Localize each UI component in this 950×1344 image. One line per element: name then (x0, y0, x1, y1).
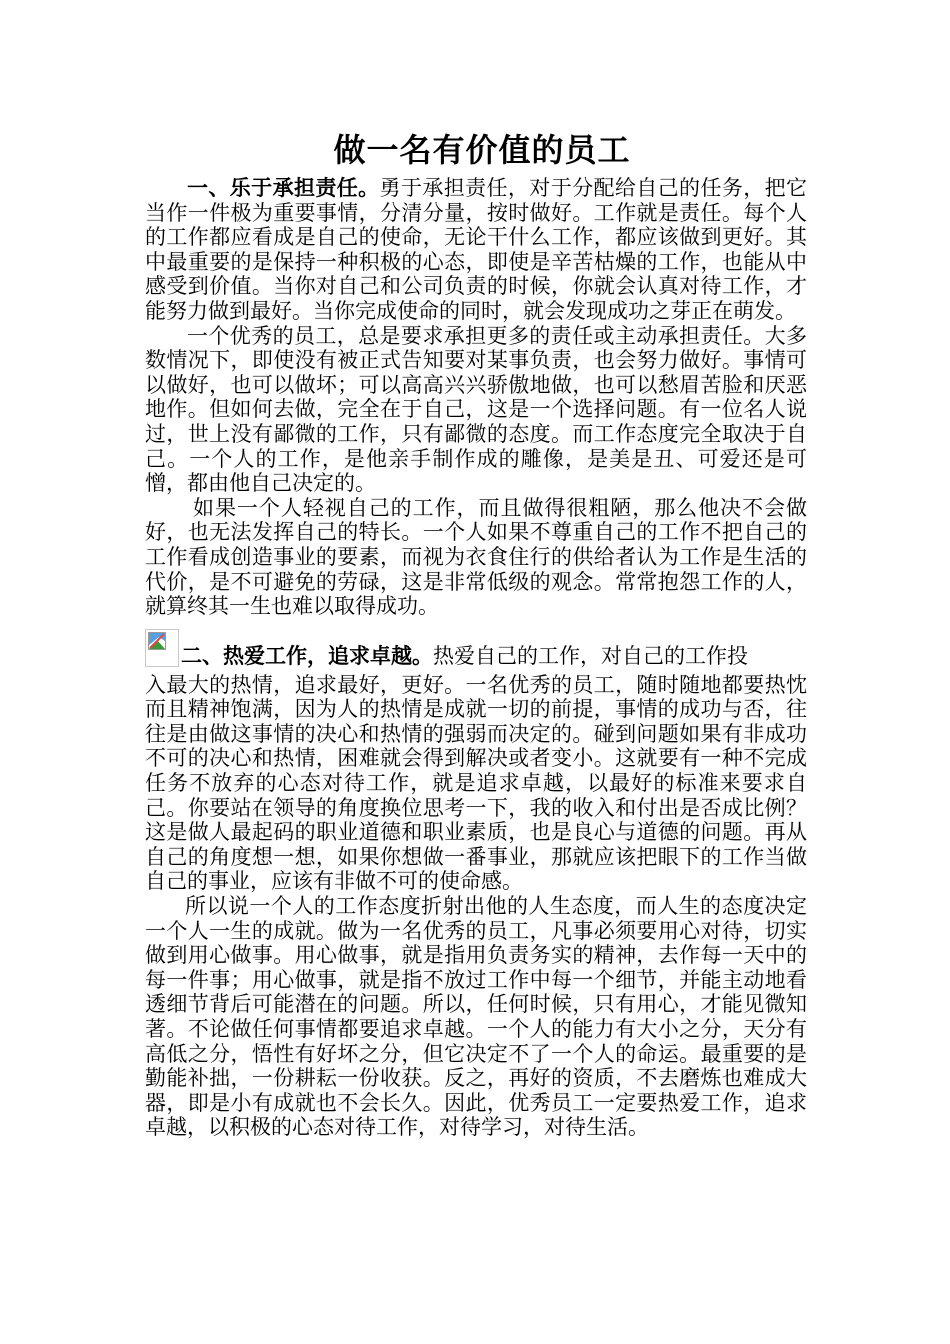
section-2-first-line-text (181, 644, 807, 669)
paragraph-3: 如果一个人轻视自己的工作，而且做得很粗陋，那么他决不会做好，也无法发挥自己的特长。一个人如果不尊重自己的工作不把自己的工作看成创造事业的要素，而视为衣食住行的供给者认为工作是生活的代价，是不可避免的劳碌，这是非常低级的观念。常常抱怨工作的人，就算终其一生也难以取得成功。 (145, 495, 807, 619)
broken-image-icon (145, 629, 179, 667)
paragraph-2: 一个优秀的员工，总是要求承担更多的责任或主动承担责任。大多数情况下，即使没有被正式告知要对某事负责，也会努力做好。事情可以做好，也可以做坏；可以高高兴兴骄傲地做，也可以愁眉苦脸和厌恶地作。但如何去做，完全在于自己，这是一个选择问题。有一位名人说过，世上没有鄙微的工作，只有鄙微的态度。而工作态度完全取决于自己。一个人的工作，是他亲手制作成的雕像，是美是丑、可爱还是可憎，都由他自己决定的。 (145, 323, 807, 496)
section-2-heading: 二、热爱工作，追求卓越。 (181, 643, 433, 669)
section-1-heading: 一、乐于承担责任。 (187, 175, 380, 200)
paragraph-1-body: 勇于承担责任，对于分配给自己的任务，把它当作一件极为重要事情，分清分量，按时做好。工作就是责任。每个人的工作都应看成是自己的使命，无论干什么工作，都应该做到更好。其中最重要的是保持一种积极的心态，即使是辛苦枯燥的工作，也能从中感受到价值。当你对自己和公司负责的时候，你就会认真对待工作，才能努力做到最好。当你完成使命的同时，就会发现成功之芽正在萌发。 (145, 176, 808, 323)
image-placeholder-icon (148, 632, 166, 650)
paragraph-1 (145, 176, 807, 324)
document-page (145, 128, 807, 1140)
paragraph-5: 所以说一个人的工作态度折射出他的人生态度，而人生的态度决定一个人一生的成就。做为一名优秀的员工，凡事必须要用心对待，切实做到用心做事。用心做事，就是指用负责务实的精神，去作每一天中的每一件事；用心做事，就是指不放过工作中每一个细节，并能主动地看透细节背后可能潜在的问题。所以，任何时候，只有用心，才能见微知著。不论做任何事情都要追求卓越。一个人的能力有大小之分，天分有高低之分，悟性有好坏之分，但它决定不了一个人的命运。最重要的是勤能补拙，一份耕耘一份收获。反之，再好的资质，不去磨炼也难成大器，即是小有成就也不会长久。因此，优秀员工一定要热爱工作，追求卓越，以积极的心态对待工作，对待学习，对待生活。 (145, 894, 807, 1140)
paragraph-4-first: 热爱自己的工作，对自己的工作投 (433, 644, 748, 669)
section-2-first-line (145, 625, 807, 667)
paragraph-4-rest: 入最大的热情，追求最好，更好。一名优秀的员工，随时随地都要热忱而且精神饱满，因为人的热情是成就一切的前提，事情的成功与否，往往是由做这事情的决心和热情的强弱而决定的。碰到问题如果有非成功不可的决心和热情，困难就会得到解决或者变小。这就要有一种不完成任务不放弃的心态对待工作，就是追求卓越，以最好的标准来要求自己。你要站在领导的角度换位思考一下，我的收入和付出是否成比例？这是做人最起码的职业道德和职业素质，也是良心与道德的问题。再从自己的角度想一想，如果你想做一番事业，那就应该把眼下的工作当做自己的事业，应该有非做不可的使命感。 (145, 672, 807, 894)
section-2 (145, 625, 807, 894)
document-title: 做一名有价值的员工 (333, 131, 631, 169)
